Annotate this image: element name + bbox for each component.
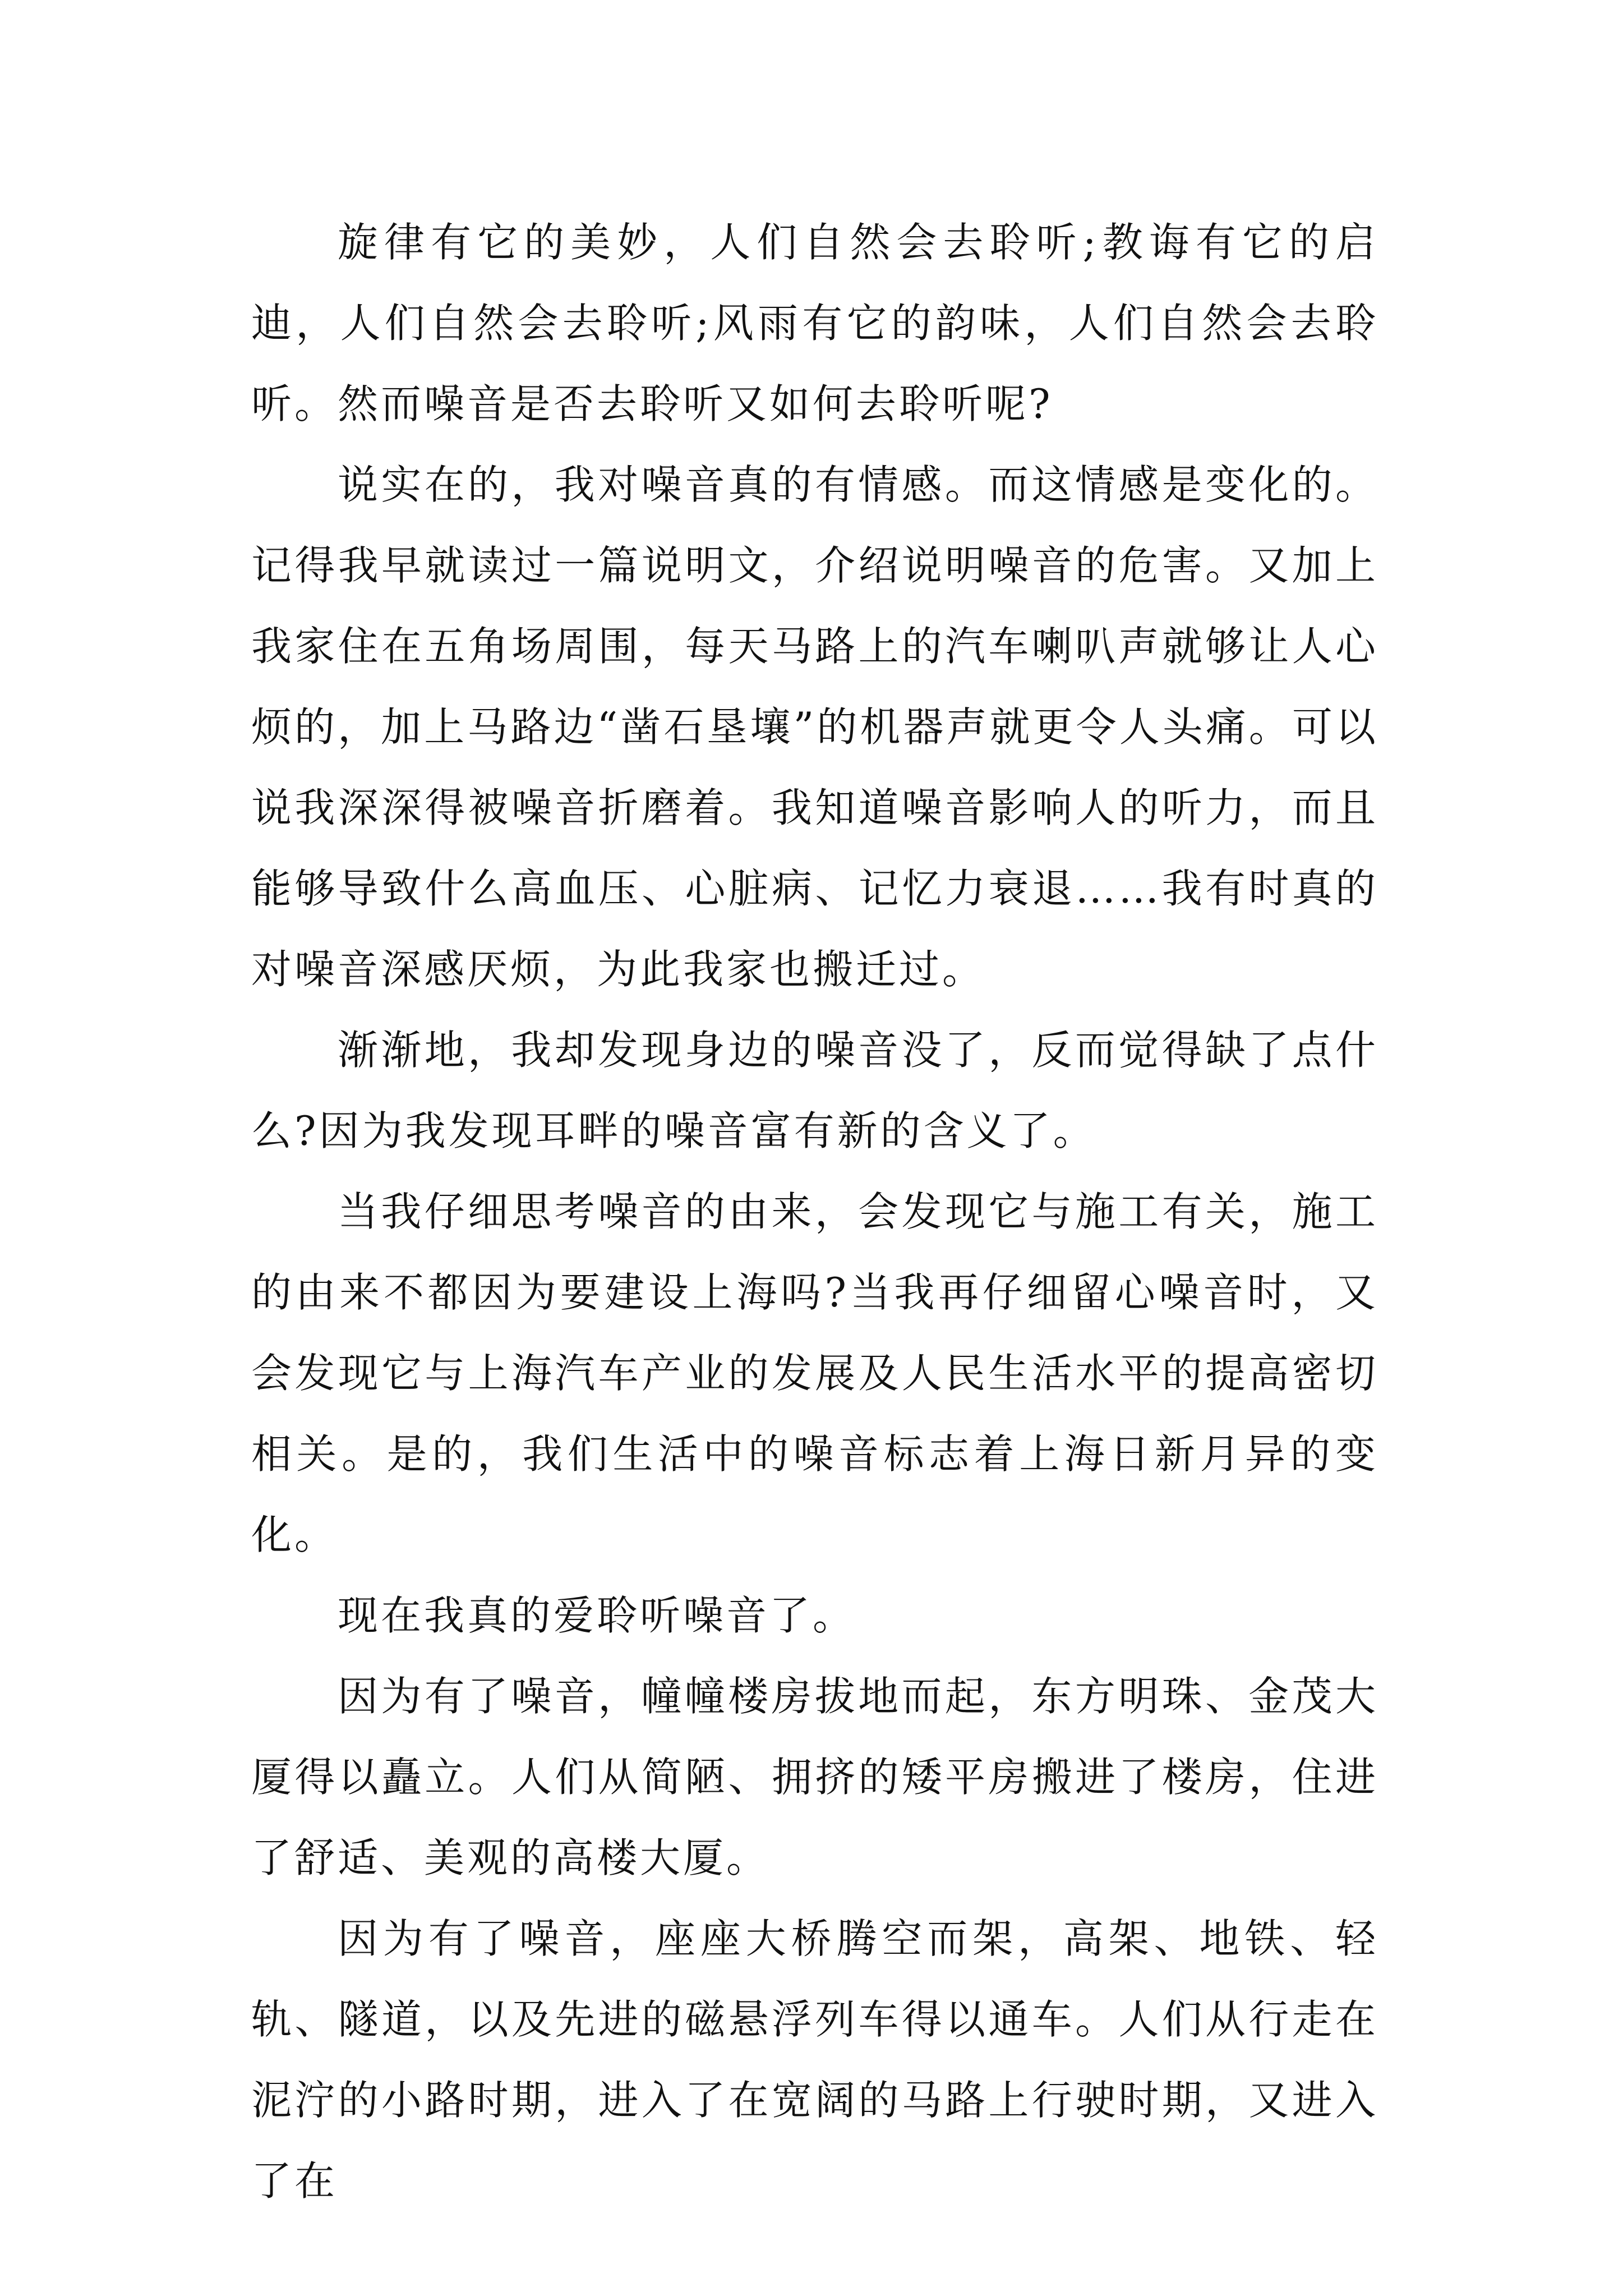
document-body <box>251 202 1378 2221</box>
paragraph-4: 当我仔细思考噪音的由来，会发现它与施工有关，施工的由来不都因为要建设上海吗?当我再仔细留心噪音时，又会发现它与上海汽车产业的发展及人民生活水平的提高密切相关。是的，我们生活中的噪音标志着上海日新月异的变化。 <box>251 1188 1378 1558</box>
paragraph-5: 现在我真的爱聆听噪音了。 <box>338 1592 856 1639</box>
paragraph-3: 渐渐地，我却发现身边的噪音没了，反而觉得缺了点什么?因为我发现耳畔的噪音富有新的含义了。 <box>251 1027 1378 1154</box>
paragraph-1: 旋律有它的美妙，人们自然会去聆听;教诲有它的启迪，人们自然会去聆听;风雨有它的韵味，人们自然会去聆听。然而噪音是否去聆听又如何去聆听呢? <box>251 219 1378 427</box>
paragraph-2: 说实在的，我对噪音真的有情感。而这情感是变化的。记得我早就读过一篇说明文，介绍说明噪音的危害。又加上我家住在五角场周围，每天马路上的汽车喇叭声就够让人心烦的，加上马路边“凿石垦壤”的机器声就更令人头痛。可以说我深深得被噪音折磨着。我知道噪音影响人的听力，而且能够导致什么高血压、心脏病、记忆力衰退……我有时真的对噪音深感厌烦，为此我家也搬迁过。 <box>251 461 1378 993</box>
paragraph-6: 因为有了噪音，幢幢楼房拔地而起，东方明珠、金茂大厦得以矗立。人们从简陋、拥挤的矮平房搬进了楼房，住进了舒适、美观的高楼大厦。 <box>251 1673 1378 1881</box>
paragraph-7: 因为有了噪音，座座大桥腾空而架，高架、地铁、轻轨、隧道，以及先进的磁悬浮列车得以通车。人们从行走在泥泞的小路时期，进入了在宽阔的马路上行驶时期，又进入了在 <box>251 1915 1378 2205</box>
